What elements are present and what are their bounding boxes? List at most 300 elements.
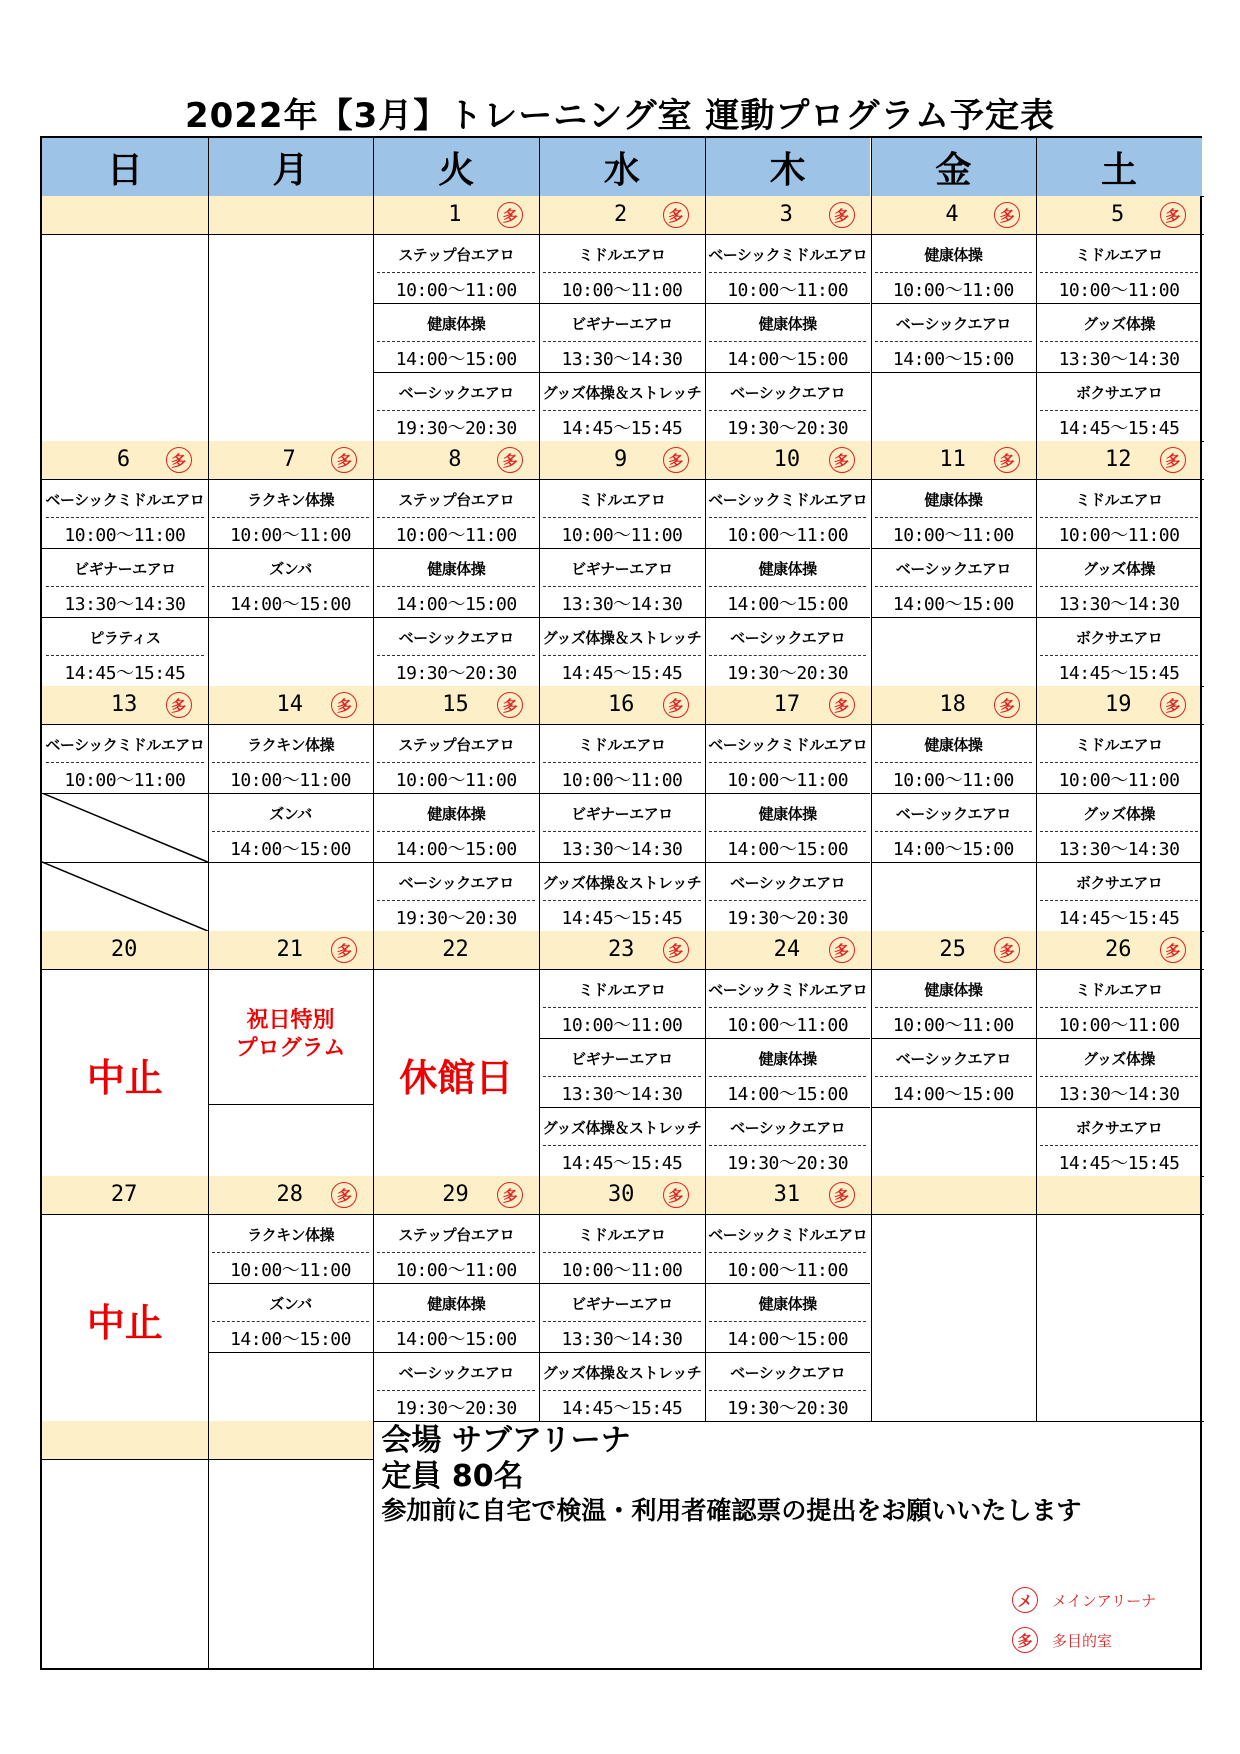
program-name: ミドルエアロ <box>578 491 666 509</box>
slot-line <box>705 303 871 304</box>
time-divider <box>1040 410 1198 411</box>
time-divider <box>377 900 535 901</box>
legend-item <box>1012 1587 1156 1613</box>
slot-line <box>705 1107 871 1108</box>
closure-notice: 休館日 <box>399 1056 514 1100</box>
date-number: 6 <box>116 447 131 472</box>
slot-line <box>871 372 1037 373</box>
time-divider <box>377 341 535 342</box>
legend-label: 多目的室 <box>1052 1631 1113 1650</box>
program-name: ベーシックエアロ <box>398 384 514 402</box>
closure-notice: 中止 <box>86 1301 163 1345</box>
date-number: 19 <box>1105 692 1132 717</box>
program-time: 10:00～11:00 <box>561 525 683 546</box>
program-time: 10:00～11:00 <box>230 770 351 791</box>
program-time: 13:30～14:30 <box>561 349 683 370</box>
program-time: 14:45～15:45 <box>561 908 683 929</box>
program-name: 健康体操 <box>427 805 486 823</box>
column-line <box>705 138 706 1421</box>
program-name: ミドルエアロ <box>578 1226 666 1244</box>
slot-line <box>208 793 374 794</box>
time-divider <box>46 762 204 763</box>
page-title: 2022年【3月】トレーニング室 運動プログラム予定表 <box>184 96 1056 136</box>
program-time: 19:30～20:30 <box>727 1153 849 1174</box>
program-name: ミドルエアロ <box>578 246 666 264</box>
program-time: 14:45～15:45 <box>561 1153 683 1174</box>
slot-line <box>871 303 1037 304</box>
program-time: 14:00～15:00 <box>727 349 849 370</box>
program-name: ベーシックエアロ <box>895 805 1011 823</box>
program-name: ビギナーエアロ <box>571 1295 673 1313</box>
slot-line <box>705 372 871 373</box>
slot-line <box>373 303 539 304</box>
time-divider <box>1040 831 1198 832</box>
time-divider <box>543 1007 701 1008</box>
info-text <box>381 1423 1201 1526</box>
program-name: ボクサエアロ <box>1075 629 1163 647</box>
program-time: 10:00～11:00 <box>1058 280 1180 301</box>
date-number: 18 <box>939 692 966 717</box>
date-number: 16 <box>607 692 635 717</box>
multipurpose-room-mark: 多 <box>166 692 192 718</box>
slot-line <box>705 1038 871 1039</box>
program-name: ベーシックエアロ <box>730 1119 846 1137</box>
program-name: ビギナーエアロ <box>74 560 176 578</box>
program-name: ベーシックエアロ <box>895 315 1011 333</box>
time-divider <box>543 1252 701 1253</box>
program-name: ボクサエアロ <box>1075 874 1163 892</box>
program-name: ミドルエアロ <box>1075 981 1163 999</box>
grid-line <box>42 724 1204 725</box>
slot-line <box>373 617 539 618</box>
program-name: グッズ体操＆ストレッチ <box>542 874 702 892</box>
legend-mark: 多 <box>1012 1627 1038 1653</box>
program-time: 19:30～20:30 <box>395 418 517 439</box>
slot-line <box>705 1352 871 1353</box>
program-time: 19:30～20:30 <box>727 908 849 929</box>
program-time: 13:30～14:30 <box>561 1084 683 1105</box>
date-number: 7 <box>282 447 296 472</box>
program-name: 健康体操 <box>924 491 983 509</box>
slot-line <box>705 1283 871 1284</box>
multipurpose-room-mark: 多 <box>497 447 523 473</box>
program-time: 14:00～15:00 <box>230 839 351 860</box>
multipurpose-room-mark: 多 <box>1160 937 1186 963</box>
time-divider <box>1040 1076 1198 1077</box>
time-divider <box>543 762 701 763</box>
multipurpose-room-mark: 多 <box>829 692 855 718</box>
time-divider <box>212 1321 370 1322</box>
time-divider <box>377 831 535 832</box>
column-line <box>208 138 209 1668</box>
program-time: 14:00～15:00 <box>395 1329 517 1350</box>
time-divider <box>543 517 701 518</box>
time-divider <box>709 586 867 587</box>
program-name: 健康体操 <box>924 736 983 754</box>
program-name: グッズ体操＆ストレッチ <box>542 384 702 402</box>
program-time: 19:30～20:30 <box>395 908 517 929</box>
diagonal-strike <box>42 862 208 931</box>
program-name: 健康体操 <box>924 246 983 264</box>
multipurpose-room-mark: 多 <box>829 937 855 963</box>
time-divider <box>377 1390 535 1391</box>
slot-line <box>871 793 1037 794</box>
program-name: ベーシックエアロ <box>398 629 514 647</box>
time-divider <box>543 1076 701 1077</box>
slot-line <box>373 793 539 794</box>
time-divider <box>709 831 867 832</box>
program-time: 14:45～15:45 <box>1058 908 1180 929</box>
program-time: 10:00～11:00 <box>561 280 683 301</box>
slot-line <box>1036 862 1202 863</box>
program-time: 13:30～14:30 <box>1058 1084 1180 1105</box>
program-time: 10:00～11:00 <box>727 525 849 546</box>
slot-line <box>871 617 1037 618</box>
program-time: 10:00～11:00 <box>892 525 1014 546</box>
program-time: 14:00～15:00 <box>892 594 1014 615</box>
program-name: ミドルエアロ <box>1075 736 1163 754</box>
multipurpose-room-mark: 多 <box>829 1182 855 1208</box>
multipurpose-room-mark: 多 <box>663 692 689 718</box>
program-name: ボクサエアロ <box>1075 1119 1163 1137</box>
date-number: 17 <box>773 692 801 717</box>
column-line <box>1036 138 1037 1421</box>
program-time: 10:00～11:00 <box>64 525 186 546</box>
program-time: 13:30～14:30 <box>561 594 683 615</box>
time-divider <box>709 1321 867 1322</box>
date-number: 23 <box>607 937 635 962</box>
program-time: 14:00～15:00 <box>892 349 1014 370</box>
time-divider <box>709 900 867 901</box>
multipurpose-room-mark: 多 <box>994 937 1020 963</box>
time-divider <box>212 517 370 518</box>
closure-notice: 中止 <box>86 1056 163 1100</box>
program-name: ベーシックミドルエアロ <box>708 1226 868 1244</box>
program-time: 13:30～14:30 <box>561 1329 683 1350</box>
program-name: ビギナーエアロ <box>571 805 673 823</box>
program-time: 14:00～15:00 <box>395 839 517 860</box>
program-name: ベーシックミドルエアロ <box>45 491 205 509</box>
multipurpose-room-mark: 多 <box>331 692 357 718</box>
time-divider <box>875 1007 1033 1008</box>
date-number: 2 <box>613 202 628 227</box>
date-row <box>208 1421 374 1459</box>
program-name: ベーシックミドルエアロ <box>708 491 868 509</box>
program-name: ベーシックエアロ <box>895 560 1011 578</box>
multipurpose-room-mark: 多 <box>663 1182 689 1208</box>
slot-line <box>373 1352 539 1353</box>
program-name: ミドルエアロ <box>1075 491 1163 509</box>
time-divider <box>212 762 370 763</box>
program-time: 13:30～14:30 <box>1058 594 1180 615</box>
multipurpose-room-mark: 多 <box>663 447 689 473</box>
weekday-header: 金 <box>871 138 1037 196</box>
program-time: 14:00～15:00 <box>727 839 849 860</box>
program-time: 10:00～11:00 <box>1058 525 1180 546</box>
date-number: 31 <box>773 1182 801 1207</box>
program-time: 14:45～15:45 <box>64 663 186 684</box>
multipurpose-room-mark: 多 <box>331 447 357 473</box>
time-divider <box>709 272 867 273</box>
program-time: 10:00～11:00 <box>1058 770 1180 791</box>
program-name: ビギナーエアロ <box>571 315 673 333</box>
time-divider <box>1040 586 1198 587</box>
program-time: 10:00～11:00 <box>230 1260 351 1281</box>
program-time: 10:00～11:00 <box>727 1015 849 1036</box>
info-capacity: 定員 80名 <box>381 1459 524 1494</box>
program-name: グッズ体操＆ストレッチ <box>542 629 702 647</box>
program-name: ラクキン体操 <box>247 1226 334 1244</box>
program-name: ステップ台エアロ <box>398 736 515 754</box>
program-name: ベーシックエアロ <box>398 874 514 892</box>
time-divider <box>875 586 1033 587</box>
slot-line <box>208 862 374 863</box>
program-time: 10:00～11:00 <box>561 770 683 791</box>
slot-line <box>539 793 705 794</box>
column-line <box>871 138 872 1421</box>
slot-line <box>871 1038 1037 1039</box>
date-number: 9 <box>613 447 628 472</box>
program-time: 13:30～14:30 <box>1058 839 1180 860</box>
program-time: 10:00～11:00 <box>727 1260 849 1281</box>
slot-line <box>1036 372 1202 373</box>
program-name: ベーシックエアロ <box>730 1364 846 1382</box>
time-divider <box>543 410 701 411</box>
time-divider <box>46 655 204 656</box>
program-name: ベーシックミドルエアロ <box>708 246 868 264</box>
program-time: 14:45～15:45 <box>561 663 683 684</box>
program-time: 14:00～15:00 <box>727 1084 849 1105</box>
slot-line <box>1036 793 1202 794</box>
time-divider <box>1040 517 1198 518</box>
date-number: 30 <box>607 1182 635 1207</box>
time-divider <box>709 762 867 763</box>
time-divider <box>377 272 535 273</box>
time-divider <box>1040 272 1198 273</box>
slot-line <box>539 617 705 618</box>
program-time: 14:00～15:00 <box>727 1329 849 1350</box>
program-name: グッズ体操 <box>1083 1050 1155 1068</box>
grid-line <box>42 969 1204 970</box>
grid-line <box>42 479 1204 480</box>
program-time: 10:00～11:00 <box>395 280 517 301</box>
multipurpose-room-mark: 多 <box>994 202 1020 228</box>
slot-line <box>871 1107 1037 1108</box>
program-name: ズンバ <box>269 805 312 823</box>
multipurpose-room-mark: 多 <box>1160 692 1186 718</box>
program-time: 19:30～20:30 <box>395 1398 517 1419</box>
date-number: 1 <box>448 202 462 227</box>
slot-line <box>705 548 871 549</box>
weekday-header: 月 <box>208 138 374 196</box>
slot-line <box>539 1283 705 1284</box>
time-divider <box>709 1076 867 1077</box>
slot-line <box>208 617 374 618</box>
program-time: 14:00～15:00 <box>395 594 517 615</box>
time-divider <box>709 341 867 342</box>
date-number: 25 <box>939 937 966 962</box>
schedule-calendar <box>40 136 1202 1670</box>
slot-line <box>539 1352 705 1353</box>
slot-line <box>1036 548 1202 549</box>
program-name: 健康体操 <box>924 981 983 999</box>
program-name: 健康体操 <box>758 805 817 823</box>
program-name: ラクキン体操 <box>247 736 334 754</box>
program-time: 14:00～15:00 <box>395 349 517 370</box>
program-name: 健康体操 <box>427 1295 486 1313</box>
slot-line <box>871 862 1037 863</box>
program-name: ミドルエアロ <box>578 981 666 999</box>
slot-line <box>705 862 871 863</box>
time-divider <box>875 1076 1033 1077</box>
time-divider <box>377 762 535 763</box>
multipurpose-room-mark: 多 <box>1160 202 1186 228</box>
program-time: 10:00～11:00 <box>561 1015 683 1036</box>
slot-line <box>208 548 374 549</box>
program-time: 13:30～14:30 <box>1058 349 1180 370</box>
program-time: 13:30～14:30 <box>561 839 683 860</box>
time-divider <box>709 1252 867 1253</box>
slot-line <box>539 862 705 863</box>
slot-line <box>705 793 871 794</box>
program-time: 14:00～15:00 <box>230 594 351 615</box>
program-name: ベーシックエアロ <box>730 629 846 647</box>
time-divider <box>875 831 1033 832</box>
program-time: 14:45～15:45 <box>561 418 683 439</box>
program-name: ステップ台エアロ <box>398 491 515 509</box>
grid-line <box>42 234 1204 235</box>
legend-label: メインアリーナ <box>1052 1591 1157 1610</box>
program-name: グッズ体操＆ストレッチ <box>542 1364 702 1382</box>
weekday-header: 水 <box>539 138 705 196</box>
program-time: 19:30～20:30 <box>727 663 849 684</box>
column-line <box>373 138 374 1668</box>
time-divider <box>875 272 1033 273</box>
weekday-header: 土 <box>1036 138 1202 196</box>
program-name: ベーシックエアロ <box>398 1364 514 1382</box>
time-divider <box>709 1145 867 1146</box>
program-name: 健康体操 <box>758 1295 817 1313</box>
slot-line <box>1036 303 1202 304</box>
multipurpose-room-mark: 多 <box>166 447 192 473</box>
program-time: 10:00～11:00 <box>395 1260 517 1281</box>
date-number: 21 <box>276 937 304 962</box>
slot-line <box>705 617 871 618</box>
multipurpose-room-mark: 多 <box>663 937 689 963</box>
program-time: 14:00～15:00 <box>892 839 1014 860</box>
program-time: 14:00～15:00 <box>727 594 849 615</box>
slot-line <box>42 617 208 618</box>
program-name: ビギナーエアロ <box>571 560 673 578</box>
program-name: ベーシックエアロ <box>895 1050 1011 1068</box>
time-divider <box>709 655 867 656</box>
program-name: ベーシックミドルエアロ <box>708 981 868 999</box>
program-name: ベーシックミドルエアロ <box>45 736 205 754</box>
weekday-header: 木 <box>705 138 871 196</box>
slot-line <box>373 548 539 549</box>
slot-line <box>539 372 705 373</box>
slot-line <box>539 303 705 304</box>
program-name: 健康体操 <box>758 1050 817 1068</box>
time-divider <box>543 655 701 656</box>
multipurpose-room-mark: 多 <box>497 1182 523 1208</box>
program-time: 10:00～11:00 <box>395 770 517 791</box>
time-divider <box>543 1145 701 1146</box>
slot-line <box>539 548 705 549</box>
time-divider <box>543 272 701 273</box>
multipurpose-room-mark: 多 <box>1160 447 1186 473</box>
time-divider <box>377 655 535 656</box>
program-name: ビギナーエアロ <box>571 1050 673 1068</box>
program-name: ラクキン体操 <box>247 491 334 509</box>
time-divider <box>377 1252 535 1253</box>
date-number: 10 <box>773 447 801 472</box>
diagonal-strike <box>42 793 208 862</box>
time-divider <box>1040 341 1198 342</box>
time-divider <box>543 1390 701 1391</box>
weekday-header: 日 <box>42 138 208 196</box>
date-number: 12 <box>1105 447 1132 472</box>
date-number: 4 <box>945 202 959 227</box>
program-name: グッズ体操 <box>1083 560 1155 578</box>
date-number: 14 <box>276 692 304 717</box>
time-divider <box>1040 655 1198 656</box>
time-divider <box>709 410 867 411</box>
program-time: 10:00～11:00 <box>230 525 351 546</box>
slot-line <box>871 548 1037 549</box>
program-time: 19:30～20:30 <box>727 1398 849 1419</box>
date-row <box>42 1421 208 1459</box>
date-number: 15 <box>442 692 469 717</box>
time-divider <box>46 517 204 518</box>
time-divider <box>709 1390 867 1391</box>
time-divider <box>46 586 204 587</box>
time-divider <box>709 1007 867 1008</box>
multipurpose-room-mark: 多 <box>829 447 855 473</box>
time-divider <box>212 1252 370 1253</box>
legend-mark: メ <box>1012 1587 1038 1613</box>
program-time: 14:45～15:45 <box>561 1398 683 1419</box>
slot-line <box>208 1104 374 1105</box>
program-time: 14:45～15:45 <box>1058 418 1180 439</box>
date-number: 24 <box>773 937 801 962</box>
slot-line <box>373 862 539 863</box>
date-number: 8 <box>448 447 462 472</box>
program-time: 10:00～11:00 <box>727 280 849 301</box>
program-time: 10:00～11:00 <box>64 770 186 791</box>
multipurpose-room-mark: 多 <box>497 202 523 228</box>
date-number: 11 <box>939 447 966 472</box>
time-divider <box>543 586 701 587</box>
time-divider <box>1040 762 1198 763</box>
program-name: ミドルエアロ <box>1075 246 1163 264</box>
program-name: ピラティス <box>89 629 161 647</box>
program-name: ベーシックエアロ <box>730 874 846 892</box>
program-time: 14:00～15:00 <box>892 1084 1014 1105</box>
program-time: 19:30～20:30 <box>727 418 849 439</box>
date-number: 13 <box>110 692 138 717</box>
multipurpose-room-mark: 多 <box>829 202 855 228</box>
date-number: 28 <box>276 1182 304 1207</box>
program-name: ボクサエアロ <box>1075 384 1163 402</box>
program-name: グッズ体操 <box>1083 805 1155 823</box>
slot-line <box>373 372 539 373</box>
date-number: 27 <box>110 1182 138 1207</box>
program-time: 10:00～11:00 <box>892 770 1014 791</box>
slot-line <box>539 1107 705 1108</box>
program-name: グッズ体操＆ストレッチ <box>542 1119 702 1137</box>
time-divider <box>212 586 370 587</box>
